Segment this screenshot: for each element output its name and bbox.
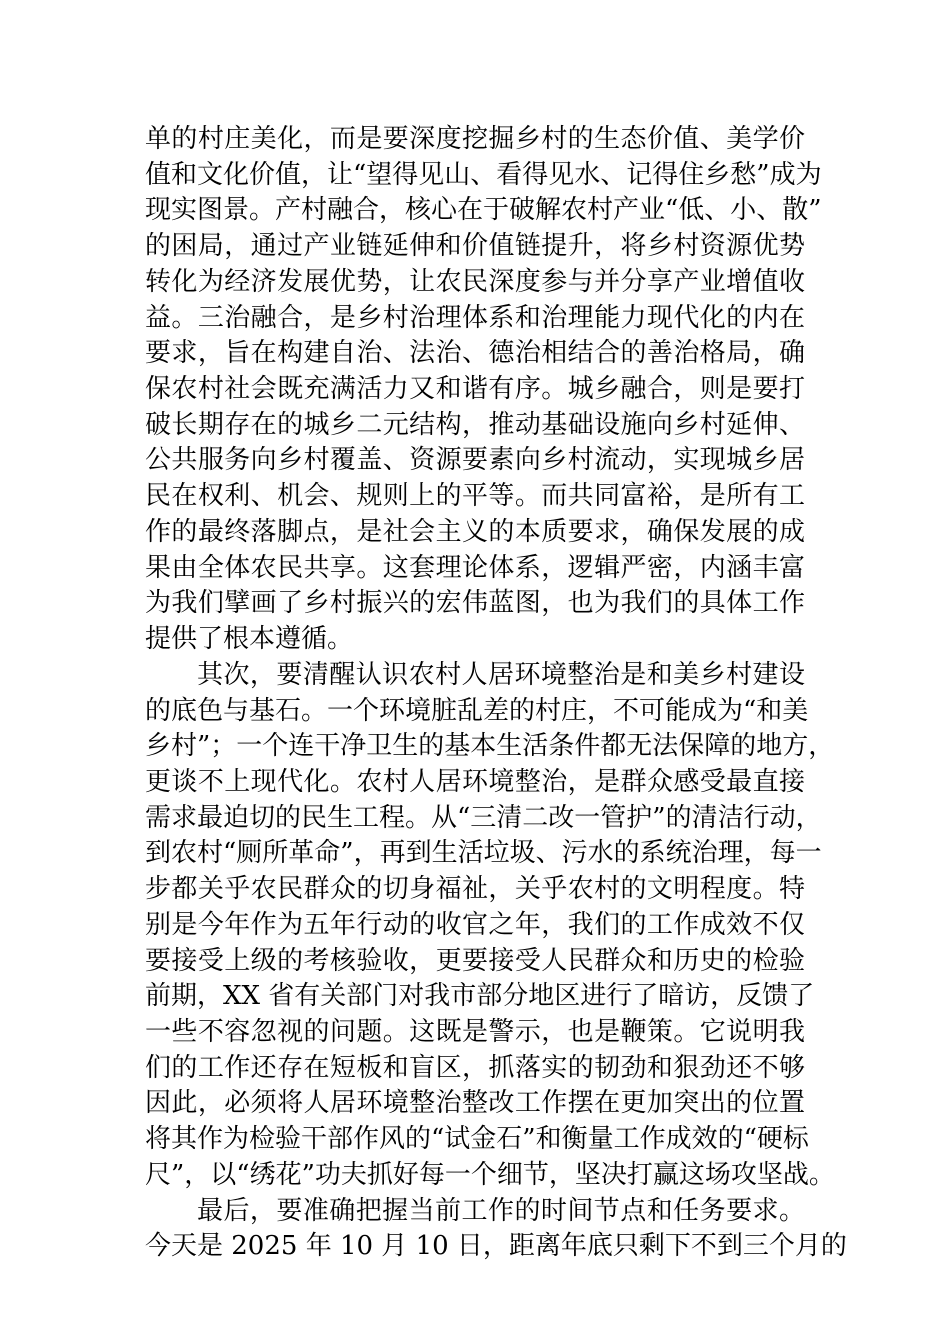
text-line: 的困局，通过产业链延伸和价值链提升，将乡村资源优势: [145, 231, 805, 262]
text-line: 因此，必须将人居环境整治整改工作摆在更加突出的位置: [145, 1088, 805, 1119]
text-line: 们的工作还存在短板和盲区，抓落实的韧劲和狠劲还不够: [145, 1052, 805, 1083]
text-line: 步都关乎农民群众的切身福祉，关乎农村的文明程度。特: [145, 874, 805, 905]
document-page: [145, 122, 847, 1265]
text-line: 乡村”；一个连干净卫生的基本生活条件都无法保障的地方，: [145, 731, 835, 762]
text-line: 尺”，以“绣花”功夫抓好每一个细节，坚决打赢这场攻坚战。: [145, 1159, 835, 1190]
text-line: 的底色与基石。一个环境脏乱差的村庄，不可能成为“和美: [145, 695, 809, 726]
text-line: 果由全体农民共享。这套理论体系，逻辑严密，内涵丰富: [145, 552, 805, 583]
text-line: 为我们擘画了乡村振兴的宏伟蓝图，也为我们的具体工作: [145, 588, 805, 619]
text-line: 现实图景。产村融合，核心在于破解农村产业“低、小、散”: [145, 195, 822, 226]
text-line: 益。三治融合，是乡村治理体系和治理能力现代化的内在: [145, 302, 805, 333]
text-line: 公共服务向乡村覆盖、资源要素向乡村流动，实现城乡居: [145, 445, 805, 476]
text-line: 需求最迫切的民生工程。从“三清二改一管护”的清洁行动，: [145, 802, 822, 833]
text-line: 保农村社会既充满活力又和谐有序。城乡融合，则是要打: [145, 374, 805, 405]
text-line: 单的村庄美化，而是要深度挖掘乡村的生态价值、美学价: [145, 124, 805, 154]
text-line: 转化为经济发展优势，让农民深度参与并分享产业增值收: [145, 266, 805, 297]
text-line: 将其作为检验干部作风的“试金石”和衡量工作成效的“硬标: [145, 1124, 809, 1155]
text-line: 一些不容忽视的问题。这既是警示，也是鞭策。它说明我: [145, 1016, 805, 1047]
text-line: 更谈不上现代化。农村人居环境整治，是群众感受最直接: [145, 766, 805, 797]
text-line: 别是今年作为五年行动的收官之年，我们的工作成效不仅: [145, 909, 805, 940]
text-line: 前期，XX 省有关部门对我市部分地区进行了暗访，反馈了: [145, 981, 815, 1012]
text-line: 要求，旨在构建自治、法治、德治相结合的善治格局，确: [145, 338, 805, 369]
text-line: 今天是 2025 年 10 月 10 日，距离年底只剩下不到三个月的: [145, 1231, 847, 1262]
text-line: 其次，要清醒认识农村人居环境整治是和美乡村建设: [197, 659, 805, 690]
text-line: 民在权利、机会、规则上的平等。而共同富裕，是所有工: [145, 481, 805, 512]
text-line: 值和文化价值，让“望得见山、看得见水、记得住乡愁”成为: [145, 159, 822, 190]
text-line: 到农村“厕所革命”，再到生活垃圾、污水的系统治理，每一: [145, 838, 822, 869]
text-line: 最后，要准确把握当前工作的时间节点和任务要求。: [197, 1195, 805, 1226]
text-line: 提供了根本遵循。: [145, 624, 354, 655]
text-line: 破长期存在的城乡二元结构，推动基础设施向乡村延伸、: [145, 409, 805, 440]
text-line: 要接受上级的考核验收，更要接受人民群众和历史的检验: [145, 945, 805, 976]
text-line: 作的最终落脚点，是社会主义的本质要求，确保发展的成: [145, 516, 805, 547]
